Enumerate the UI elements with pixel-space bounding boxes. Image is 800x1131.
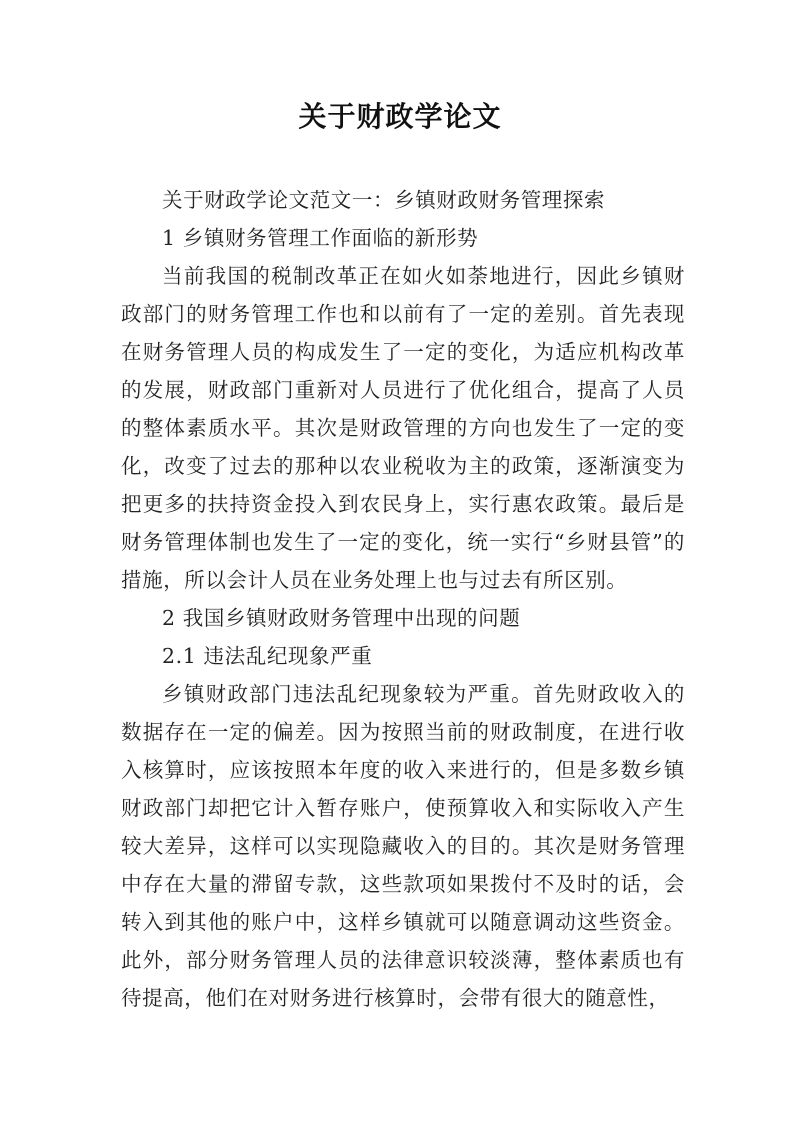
document-body <box>121 181 685 1017</box>
document-title: 关于财政学论文 <box>298 100 502 133</box>
paragraph-intro-heading: 关于财政学论文范文一：乡镇财政财务管理探索 <box>162 188 606 212</box>
paragraph-section-2-1-heading: 2.1 违法乱纪现象严重 <box>162 644 373 668</box>
paragraph-section-2-1-body: 乡镇财政部门违法乱纪现象较为严重。首先财政收入的数据存在一定的偏差。因为按照当前的财政制度，在进行收入核算时，应该按照本年度的收入来进行的，但是多数乡镇财政部门却把它计入暂存账户，使预算收入和实际收入产生较大差异，这样可以实现隐藏收入的目的。其次是财务管理中存在大量的滞留专款，这些款项如果拨付不及时的话，会转入到其他的账户中，这样乡镇就可以随意调动这些资金。此外，部分财务管理人员的法律意识较淡薄，整体素质也有待提高，他们在对财务进行核算时，会带有很大的随意性， <box>121 682 685 1010</box>
paragraph-section-1-body: 当前我国的税制改革正在如火如荼地进行，因此乡镇财政部门的财务管理工作也和以前有了一定的差别。首先表现在财务管理人员的构成发生了一定的变化，为适应机构改革的发展，财政部门重新对人员进行了优化组合，提高了人员的整体素质水平。其次是财政管理的方向也发生了一定的变化，改变了过去的那种以农业税收为主的政策，逐渐演变为把更多的扶持资金投入到农民身上，实行惠农政策。最后是财务管理体制也发生了一定的变化，统一实行“乡财县管”的措施，所以会计人员在业务处理上也与过去有所区别。 <box>121 264 685 592</box>
paragraph-section-2-heading: 2 我国乡镇财政财务管理中出现的问题 <box>162 606 521 630</box>
paragraph-section-1-heading: 1 乡镇财务管理工作面临的新形势 <box>162 226 479 250</box>
